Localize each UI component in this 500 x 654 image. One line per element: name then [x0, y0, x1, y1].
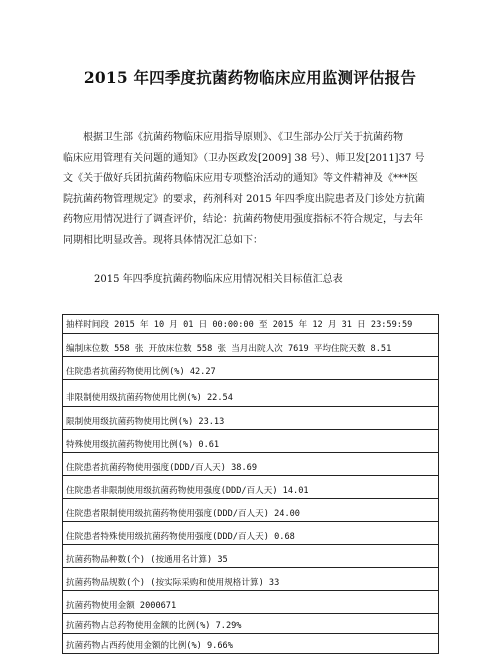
intro-line: 药物应用情况进行了调查评价，结论：抗菌药物使用强度指标不符合规定，与去年 — [63, 214, 423, 225]
table-row: 抽样时间段 2015 年 10 月 01 日 00:00:00 至 2015 年 12 月 31 日 23:59:59 — [63, 315, 438, 334]
page-title: 2015 年四季度抗菌药物临床应用监测评估报告 — [83, 68, 417, 87]
intro-line: 文《关于做好兵团抗菌药物临床应用专项整治活动的通知》等文件精神及《***医 — [63, 173, 418, 184]
table-row: 特殊使用级抗菌药物使用比例(%) 0.61 — [63, 430, 438, 453]
table-row: 住院患者抗菌药物使用强度(DDD/百人天) 38.69 — [63, 453, 438, 476]
table-row: 抗菌药物占总药物使用金额的比例(%) 7.29% — [63, 614, 438, 634]
table-row: 抗菌药物占西药使用金额的比例(%) 9.66% — [63, 634, 438, 654]
intro-line: 同期相比明显改善。现将具体情况汇总如下： — [63, 234, 263, 246]
table-row: 限制使用级抗菌药物使用比例(%) 23.13 — [63, 407, 438, 430]
table-row: 编制床位数 558 张 开放床位数 558 张 当月出院人次 7619 平均住院天数 8.51 — [63, 334, 438, 357]
intro-line: 根据卫生部《抗菌药物临床应用指导原则》、《卫生部办公厅关于抗菌药物 — [83, 132, 403, 143]
summary-table — [62, 314, 439, 654]
table-row: 住院患者抗菌药物使用比例(%) 42.27 — [63, 357, 438, 380]
table-row: 非限制使用级抗菌药物使用比例(%) 22.54 — [63, 380, 438, 407]
table-row: 抗菌药物品规数(个) (按实际采购和使用规格计算) 33 — [63, 568, 438, 591]
table-caption: 2015 年四季度抗菌药物临床应用情况相关目标值汇总表 — [94, 274, 343, 285]
table-row: 住院患者限制使用级抗菌药物使用强度(DDD/百人天) 24.00 — [63, 499, 438, 522]
table-row: 住院患者非限制使用级抗菌药物使用强度(DDD/百人天) 14.01 — [63, 476, 438, 499]
intro-line: 临床应用管理有关问题的通知》（卫办医政发[2009] 38 号）、师卫发[2011]37 号 — [63, 152, 425, 164]
table-row: 抗菌药物使用金额 2000671 — [63, 591, 438, 614]
table-row: 抗菌药物品种数(个) (按通用名计算) 35 — [63, 545, 438, 568]
intro-paragraph — [63, 128, 435, 251]
intro-line: 院抗菌药物管理规定》的要求，药剂科对 2015 年四季度出院患者及门诊处方抗菌 — [63, 193, 425, 205]
table-row: 住院患者特殊使用级抗菌药物使用强度(DDD/百人天) 0.68 — [63, 522, 438, 545]
